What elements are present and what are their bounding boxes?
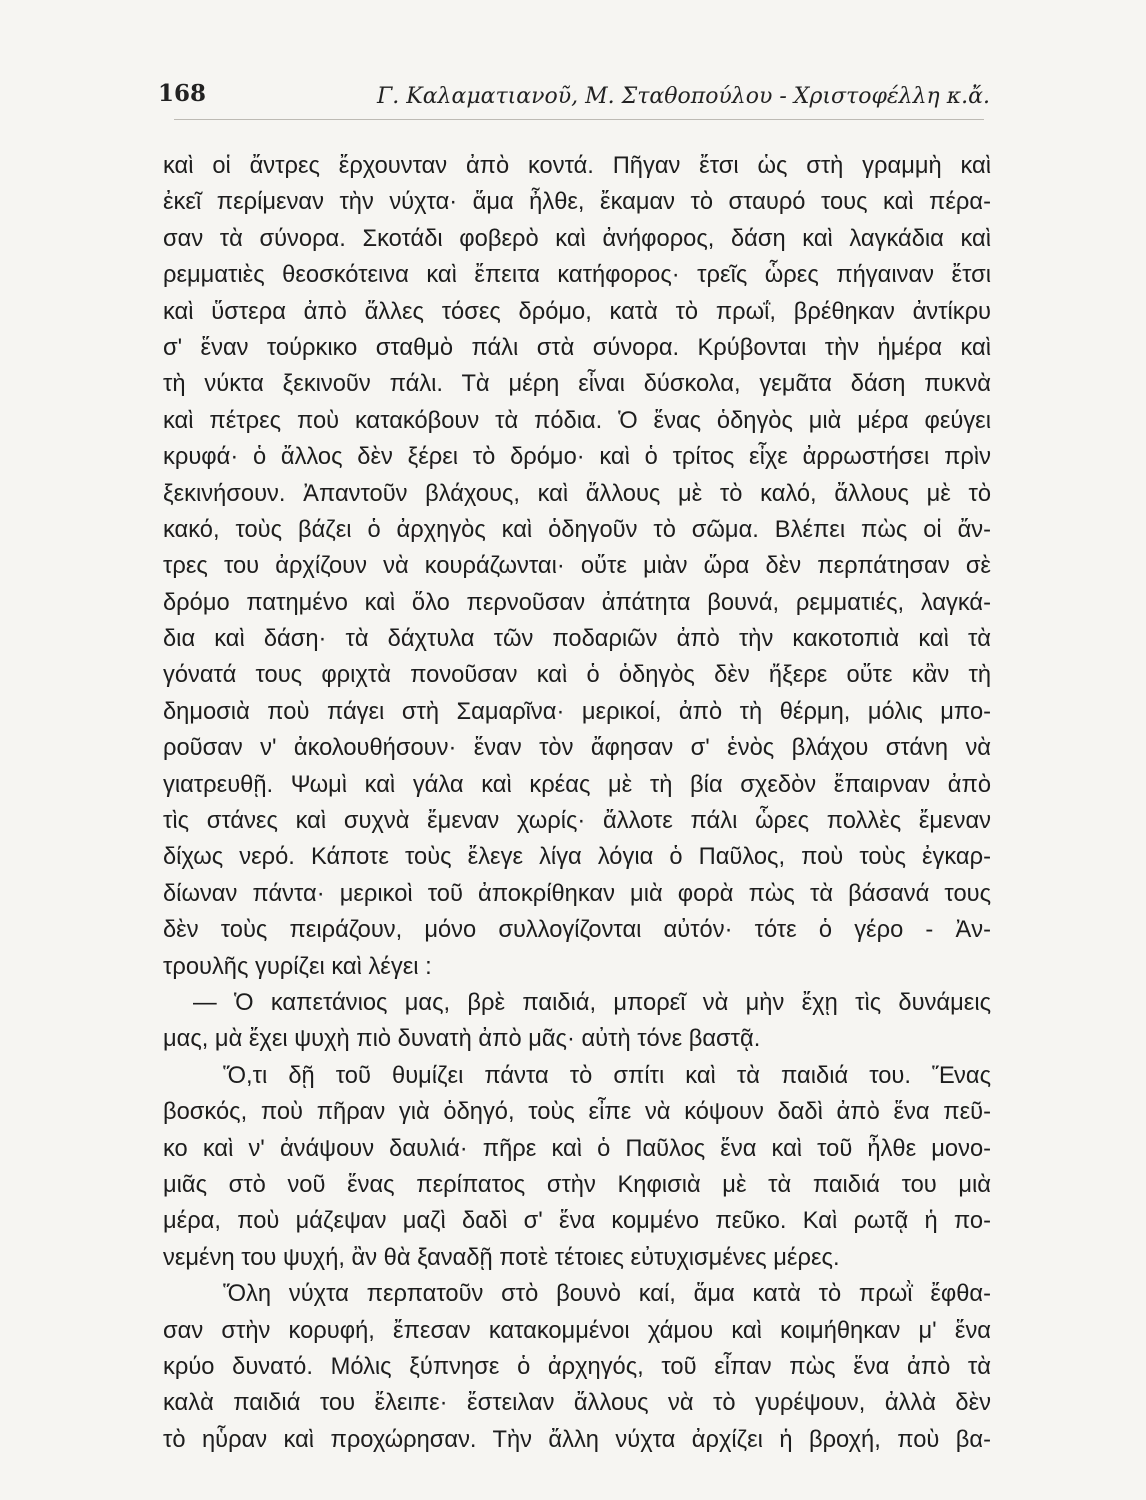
- text-line: κακό, τοὺς βάζει ὁ ἀρχηγὸς καὶ ὁδηγοῦν τὸ σῶμα. Βλέπει πὼς οἱ ἄν-: [163, 516, 991, 543]
- header-rule: [174, 119, 984, 120]
- running-head: [158, 80, 990, 120]
- running-head-authors: Γ. Καλαματιανοῦ, Μ. Σταθοπούλου - Χριστοφέλλη κ.ἄ.: [377, 84, 990, 109]
- text-line: ἐκεῖ περίμεναν τὴν νύχτα· ἅμα ἦλθε, ἔκαμαν τὸ σταυρό τους καὶ πέρα-: [163, 189, 991, 216]
- text-line: σαν τὰ σύνορα. Σκοτάδι φοβερὸ καὶ ἀνήφορος, δάση καὶ λαγκάδια καὶ: [163, 225, 991, 252]
- dialog-line: — Ὁ καπετάνιος μας, βρὲ παιδιά, μπορεῖ νὰ μὴν ἔχῃ τὶς δυνάμεις: [193, 989, 991, 1016]
- text-line: μιᾶς στὸ νοῦ ἕνας περίπατος στὴν Κηφισιὰ μὲ τὰ παιδιά του μιὰ: [163, 1171, 991, 1198]
- text-line: μέρα, ποὺ μάζεψαν μαζὶ δαδὶ σ' ἕνα κομμένο πεῦκο. Καὶ ρωτᾷ ἡ πο-: [163, 1208, 991, 1235]
- text-line: καὶ πέτρες ποὺ κατακόβουν τὰ πόδια. Ὁ ἕνας ὁδηγὸς μιὰ μέρα φεύγει: [163, 407, 991, 434]
- text-line: τὸ ηὗραν καὶ προχώρησαν. Τὴν ἄλλη νύχτα ἀρχίζει ἡ βροχή, ποὺ βα-: [163, 1426, 991, 1453]
- text-line: βοσκός, ποὺ πῆραν γιὰ ὁδηγό, τοὺς εἶπε νὰ κόψουν δαδὶ ἀπὸ ἕνα πεῦ-: [163, 1099, 991, 1126]
- text-line: καὶ ὕστερα ἀπὸ ἄλλες τόσες δρόμο, κατὰ τὸ πρωΐ, βρέθηκαν ἀντίκρυ: [163, 298, 991, 325]
- text-line: σαν στὴν κορυφή, ἔπεσαν κατακομμένοι χάμου καὶ κοιμήθηκαν μ' ἕνα: [163, 1317, 991, 1344]
- text-line: κρυφά· ὁ ἄλλος δὲν ξέρει τὸ δρόμο· καὶ ὁ τρίτος εἶχε ἀρρωστήσει πρὶν: [163, 444, 991, 471]
- text-line: καὶ οἱ ἄντρες ἔρχουνταν ἀπὸ κοντά. Πῆγαν ἔτσι ὡς στὴ γραμμὴ καὶ: [163, 153, 991, 179]
- text-line: δίωναν πάντα· μερικοὶ τοῦ ἀποκρίθηκαν μιὰ φορὰ πὼς τὰ βάσανά τους: [163, 880, 991, 907]
- page-number: 168: [158, 80, 207, 107]
- text-line: δὲν τοὺς πειράζουν, μόνο συλλογίζονται αὐτόν· τότε ὁ γέρο - Ἀν-: [163, 917, 991, 944]
- text-line: σ' ἕναν τούρκικο σταθμὸ πάλι στὰ σύνορα. Κρύβονται τὴν ἡμέρα καὶ: [163, 334, 991, 361]
- text-line: νεμένη του ψυχή, ἂν θὰ ξαναδῇ ποτὲ τέτοιες εὐτυχισμένες μέρες.: [163, 1244, 840, 1271]
- text-line: ξεκινήσουν. Ἀπαντοῦν βλάχους, καὶ ἄλλους μὲ τὸ καλό, ἄλλους μὲ τὸ: [163, 480, 991, 507]
- text-line: ρεμματιὲς θεοσκότεινα καὶ ἔπειτα κατήφορος· τρεῖς ὧρες πήγαιναν ἔτσι: [163, 262, 991, 289]
- text-line: κρύο δυνατό. Μόλις ξύπνησε ὁ ἀρχηγός, τοῦ εἶπαν πὼς ἕνα ἀπὸ τὰ: [163, 1353, 991, 1380]
- text-line: τρες του ἀρχίζουν νὰ κουράζωνται· οὔτε μιὰν ὥρα δὲν περπάτησαν σὲ: [163, 553, 991, 580]
- text-line: ροῦσαν ν' ἀκολουθήσουν· ἕναν τὸν ἄφησαν σ' ἑνὸς βλάχου στάνη νὰ: [163, 735, 991, 762]
- text-line: καλὰ παιδιά του ἔλειπε· ἔστειλαν ἄλλους νὰ τὸ γυρέψουν, ἀλλὰ δὲν: [163, 1390, 991, 1417]
- text-line: τὶς στάνες καὶ συχνὰ ἔμεναν χωρίς· ἄλλοτε πάλι ὧρες πολλὲς ἔμεναν: [163, 808, 991, 835]
- text-line: τὴ νύκτα ξεκινοῦν πάλι. Τὰ μέρη εἶναι δύσκολα, γεμᾶτα δάση πυκνὰ: [163, 371, 991, 398]
- text-line: δια καὶ δάση· τὰ δάχτυλα τῶν ποδαριῶν ἀπὸ τὴν κακοτοπιὰ καὶ τὰ: [163, 626, 991, 653]
- body-text: [163, 148, 991, 1458]
- text-line: τρουλῆς γυρίζει καὶ λέγει :: [163, 953, 432, 980]
- paragraph-first-line: Ὅλη νύχτα περπατοῦν στὸ βουνὸ καί, ἅμα κατὰ τὸ πρωῒ ἔφθα-: [223, 1281, 991, 1308]
- text-line: δίχως νερό. Κάποτε τοὺς ἔλεγε λίγα λόγια ὁ Παῦλος, ποὺ τοὺς ἐγκαρ-: [163, 844, 991, 871]
- text-line: κο καὶ ν' ἀνάψουν δαυλιά· πῆρε καὶ ὁ Παῦλος ἕνα καὶ τοῦ ἦλθε μονο-: [163, 1135, 991, 1162]
- paragraph-first-line: Ὅ,τι δῇ τοῦ θυμίζει πάντα τὸ σπίτι καὶ τὰ παιδιά του. Ἕνας: [223, 1062, 991, 1089]
- text-line: γιατρευθῇ. Ψωμὶ καὶ γάλα καὶ κρέας μὲ τὴ βία σχεδὸν ἔπαιρναν ἀπὸ: [163, 771, 991, 798]
- text-line: γόνατά τους φριχτὰ πονοῦσαν καὶ ὁ ὁδηγὸς δὲν ἤξερε οὔτε κἂν τὴ: [163, 662, 991, 689]
- text-line: δημοσιὰ ποὺ πάγει στὴ Σαμαρῖνα· μερικοί, ἀπὸ τὴ θέρμη, μόλις μπο-: [163, 698, 991, 725]
- text-line: μας, μὰ ἔχει ψυχὴ πιὸ δυνατὴ ἀπὸ μᾶς· αὐτὴ τόνε βαστᾷ.: [163, 1026, 761, 1053]
- text-line: δρόμο πατημένο καὶ ὅλο περνοῦσαν ἀπάτητα βουνά, ρεμματιές, λαγκά-: [163, 589, 991, 616]
